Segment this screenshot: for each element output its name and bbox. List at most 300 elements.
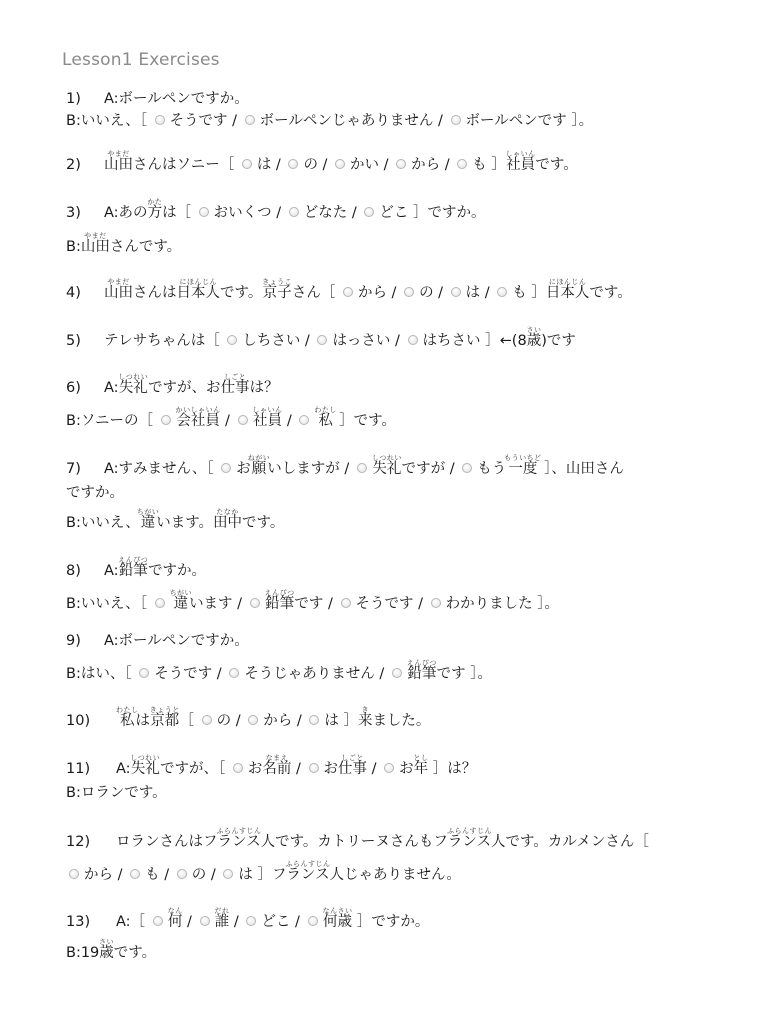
q7-answer-prefix: B:いいえ、 (66, 515, 140, 531)
radio-button[interactable] (396, 159, 406, 169)
q12-option-1: から (84, 867, 113, 883)
q7-answer-end: です。 (242, 515, 285, 531)
radio-button[interactable] (309, 763, 319, 773)
ruby-base: 山田 (104, 157, 133, 173)
ruby-base: 名前 (262, 761, 292, 777)
ruby-reading: えんぴつ (406, 659, 437, 667)
q9-answer-suffix: ］。 (470, 666, 493, 682)
q3-text-end: ］ですか。 (413, 205, 486, 221)
q13-ruby-sai (99, 938, 115, 961)
q7-text: ］、山田さん (544, 461, 624, 477)
ruby-base: 何歳 (322, 914, 353, 930)
question-number: 12) (66, 834, 91, 850)
q2-line (66, 150, 578, 176)
ruby-base: 山田 (104, 285, 133, 301)
q11-option-1-prefix: お (247, 761, 263, 777)
q6-text-end: は？ (249, 380, 279, 396)
separator: / (159, 867, 174, 883)
radio-button[interactable] (451, 115, 461, 125)
q12-ruby-furansujin-3 (271, 860, 345, 883)
separator: / (271, 157, 286, 173)
q7-option-1-prefix: お (236, 461, 251, 477)
radio-button[interactable] (245, 115, 255, 125)
question-number: 6) (66, 380, 81, 396)
q3-text: A:あの (104, 205, 148, 221)
radio-button[interactable] (139, 668, 149, 678)
radio-button[interactable] (250, 598, 260, 608)
q7-option-2-tail: ですが (401, 461, 446, 477)
separator: / (445, 461, 460, 477)
q6-ruby-shigoto (220, 373, 250, 396)
q6-option-2 (252, 406, 283, 429)
q11-option-3 (413, 754, 429, 777)
q7-option-3-prefix: もう (477, 461, 507, 477)
q1-option-2: ボールペンじゃありません (259, 113, 434, 129)
q2-bracket-close: ］ (491, 157, 506, 173)
radio-button[interactable] (221, 463, 231, 473)
q7-option-1-tail: いしますが (267, 461, 340, 477)
radio-button[interactable] (246, 916, 256, 926)
ruby-base: 方 (147, 205, 163, 221)
q4-text: です。 (220, 285, 263, 301)
q7-line-a-cont (66, 482, 124, 504)
q8-option-3: そうです (355, 596, 414, 612)
q4-option-1: から (357, 285, 387, 301)
ruby-reading: き (357, 706, 373, 714)
ruby-base: 来 (357, 713, 373, 729)
ruby-base: 歳 (99, 945, 115, 961)
radio-button[interactable] (364, 207, 374, 217)
q10-ruby-ki (357, 706, 373, 729)
q4-line (66, 278, 632, 304)
q4-option-3: は (465, 285, 481, 301)
ruby-reading: なんさい (322, 907, 353, 915)
ruby-reading: きょうこ (262, 278, 293, 286)
q10-ruby-watashi (116, 706, 139, 729)
q7-line-b (66, 508, 284, 534)
q11-line-a (66, 754, 476, 780)
q3-option-3: どこ (379, 205, 409, 221)
separator: / (433, 113, 448, 129)
ruby-base: フランス人 (433, 834, 506, 850)
ruby-reading: だれ (214, 907, 230, 915)
q5-option-3: はちさい (422, 333, 481, 349)
q10-option-3: は (324, 713, 339, 729)
ruby-reading: とし (413, 754, 429, 762)
question-number: 10) (66, 713, 91, 729)
ruby-reading: わたし (116, 706, 139, 714)
q3-text: は［ (162, 205, 192, 221)
ruby-base: 歳 (526, 333, 542, 349)
radio-button[interactable] (343, 287, 353, 297)
ruby-reading: ふらんすじん (271, 860, 344, 868)
ruby-reading: しごと (220, 373, 250, 381)
ruby-reading: なまえ (262, 754, 292, 762)
radio-button[interactable] (202, 715, 212, 725)
q1-option-3: ボールペンです (465, 113, 567, 129)
q3-answer-text: さんです。 (109, 239, 182, 255)
ruby-reading: さい (99, 938, 115, 946)
ruby-base: 仕事 (220, 380, 250, 396)
separator: / (386, 285, 402, 301)
question-number: 13) (66, 914, 91, 930)
ruby-base: 京都 (149, 713, 180, 729)
q9-option-3 (406, 659, 437, 682)
radio-button[interactable] (288, 159, 298, 169)
radio-button[interactable] (248, 715, 258, 725)
radio-button[interactable] (404, 287, 414, 297)
q12-text: です。カトリーヌさんも (275, 834, 434, 850)
ruby-base: 違 (169, 596, 193, 612)
separator: / (347, 205, 362, 221)
separator: / (374, 666, 389, 682)
ruby-reading: にほんじん (545, 278, 590, 286)
q7-ruby-chigai (136, 508, 160, 531)
q12-ruby-furansujin-1 (203, 827, 276, 850)
ruby-base: 京子 (262, 285, 293, 301)
q12-text: ］ (257, 867, 272, 883)
radio-button[interactable] (308, 916, 318, 926)
q13-option-1 (167, 907, 183, 930)
radio-button[interactable] (309, 715, 319, 725)
ruby-reading: ふらんすじん (203, 827, 276, 835)
separator: / (271, 205, 286, 221)
separator: / (227, 113, 242, 129)
radio-button[interactable] (177, 869, 187, 879)
radio-button[interactable] (408, 335, 418, 345)
q5-ruby-sai (526, 326, 542, 349)
q13-option-2 (214, 907, 230, 930)
ruby-base: 山田 (80, 239, 110, 255)
q1-line-b (66, 110, 593, 132)
ruby-base: 願 (247, 461, 271, 477)
radio-button[interactable] (223, 869, 233, 879)
q3-ruby-kata (147, 198, 163, 221)
radio-button[interactable] (462, 463, 472, 473)
ruby-reading: たなか (213, 508, 243, 516)
q13-line-a (66, 907, 429, 933)
q3-line-a (66, 198, 486, 224)
q6-option-3 (314, 406, 337, 429)
q7-option-3 (504, 454, 542, 477)
q6-answer-prefix: B:ソニーの［ (66, 413, 154, 429)
q13-text-end: ］ですか。 (356, 914, 430, 930)
q11-option-2 (338, 754, 368, 777)
radio-button[interactable] (457, 159, 467, 169)
q9-prompt: A:ボールペンですか。 (104, 633, 249, 649)
q5-option-1: しちさい (242, 333, 301, 349)
ruby-base: 社員 (505, 157, 536, 173)
q9-option-3-tail: です (436, 666, 466, 682)
q2-option-2: の (303, 157, 318, 173)
ruby-reading: ふらんすじん (433, 827, 506, 835)
separator: / (440, 157, 455, 173)
q6-ruby-shitsurei (118, 373, 149, 396)
radio-button[interactable] (392, 668, 402, 678)
q11-text: A: (116, 761, 131, 777)
separator: / (206, 867, 221, 883)
ruby-base: 日本人 (545, 285, 590, 301)
q13-line-b (66, 938, 156, 964)
q12-option-3: の (191, 867, 207, 883)
ruby-base: 誰 (214, 914, 230, 930)
separator: / (220, 413, 235, 429)
q9-line-b (66, 659, 492, 685)
question-number: 9) (66, 633, 81, 649)
q10-option-1: の (216, 713, 232, 729)
ruby-reading: やまだ (104, 278, 133, 286)
ruby-base: フランス人 (203, 834, 276, 850)
radio-button[interactable] (200, 916, 210, 926)
q7-text-end: ですか。 (66, 485, 124, 501)
q4-ruby-kyouko (262, 278, 293, 301)
radio-button[interactable] (155, 115, 165, 125)
q11-ruby-shitsurei (130, 754, 161, 777)
q7-option-2 (371, 454, 402, 477)
radio-button[interactable] (233, 763, 243, 773)
radio-button[interactable] (431, 598, 441, 608)
q6-line-a (66, 373, 279, 399)
ruby-reading: えんぴつ (264, 589, 295, 597)
ruby-reading: もういちど (504, 454, 542, 462)
question-number: 4) (66, 285, 81, 301)
q3-option-2: どなた (303, 205, 348, 221)
question-number: 8) (66, 563, 81, 579)
ruby-base: フランス人 (271, 867, 345, 883)
radio-button[interactable] (341, 598, 351, 608)
q8-option-4: わかりました (445, 596, 533, 612)
separator: / (300, 333, 315, 349)
radio-button[interactable] (384, 763, 394, 773)
separator: / (232, 596, 247, 612)
q8-line-a (66, 556, 206, 582)
radio-button[interactable] (317, 335, 327, 345)
q4-ruby-nihonjin-2 (545, 278, 590, 301)
q12-line-a (66, 827, 649, 853)
radio-button[interactable] (289, 207, 299, 217)
q7-option-1 (247, 454, 271, 477)
q12-line-b (66, 860, 461, 886)
radio-button[interactable] (161, 415, 171, 425)
q1-option-1: そうです (169, 113, 228, 129)
question-number: 2) (66, 157, 81, 173)
separator: / (339, 461, 354, 477)
separator: / (367, 761, 382, 777)
ruby-reading: ちがい (136, 508, 160, 516)
q2-option-5: も (472, 157, 487, 173)
separator: / (182, 914, 197, 930)
q7-text: A:すみません、［ (104, 461, 214, 477)
q12-ruby-furansujin-2 (433, 827, 506, 850)
q3-line-b (66, 232, 181, 258)
q4-text: ］ (531, 285, 546, 301)
ruby-base: 会社員 (175, 413, 221, 429)
separator: / (317, 157, 333, 173)
ruby-reading: えんぴつ (118, 556, 149, 564)
q6-option-1 (175, 406, 221, 429)
q7-line-a (66, 454, 624, 480)
q3-option-1: おいくつ (213, 205, 272, 221)
q7-answer-text: います。 (156, 515, 214, 531)
q6-text: A: (104, 380, 119, 396)
separator: / (113, 867, 128, 883)
radio-button[interactable] (229, 668, 239, 678)
q5-text-end: )です (541, 333, 576, 349)
radio-button[interactable] (238, 415, 248, 425)
q8-option-2 (264, 589, 295, 612)
q10-option-2: から (263, 713, 293, 729)
separator: / (390, 333, 405, 349)
ruby-base: 私 (314, 413, 337, 429)
q4-option-4: も (512, 285, 527, 301)
ruby-reading: にほんじん (176, 278, 220, 286)
separator: / (323, 596, 338, 612)
separator: / (291, 761, 306, 777)
ruby-reading: きょうと (149, 706, 180, 714)
q10-ruby-kyouto (149, 706, 180, 729)
radio-button[interactable] (69, 869, 79, 879)
q2-option-4: から (411, 157, 441, 173)
radio-button[interactable] (242, 159, 252, 169)
q6-text: ですが、お (148, 380, 221, 396)
ruby-base: 鉛筆 (406, 666, 437, 682)
q8-ruby-enpitsu (118, 556, 149, 579)
separator: / (433, 285, 448, 301)
ruby-reading: しつれい (130, 754, 161, 762)
q5-option-2: はっさい (332, 333, 391, 349)
q1-line-a (66, 88, 249, 110)
ruby-base: 鉛筆 (264, 596, 295, 612)
radio-button[interactable] (155, 598, 165, 608)
ruby-reading: わたし (314, 406, 337, 414)
q9-line-a (66, 630, 249, 652)
q10-text: ］ (343, 713, 358, 729)
ruby-reading: かいしゃいん (175, 406, 221, 414)
q9-option-1: そうです (154, 666, 213, 682)
radio-button[interactable] (335, 159, 345, 169)
page-title: Lesson1 Exercises (62, 50, 220, 70)
q8-text-end: ですか。 (148, 563, 207, 579)
q6-answer-suffix: ］です。 (339, 413, 397, 429)
separator: / (292, 713, 307, 729)
q13-answer-prefix: B:19 (66, 945, 100, 961)
q10-text-end: ました。 (372, 713, 431, 729)
q2-ruby-shain (505, 150, 536, 173)
q13-text: A:［ (116, 914, 146, 930)
separator: / (212, 666, 227, 682)
ruby-reading: かた (147, 198, 163, 206)
q1-prompt: A:ボールペンですか。 (104, 91, 249, 107)
separator: / (290, 914, 305, 930)
q8-answer-prefix: B:いいえ、［ (66, 596, 147, 612)
q8-answer-suffix: ］。 (537, 596, 559, 612)
q5-text: テレサちゃんは［ (104, 333, 220, 349)
radio-button[interactable] (451, 287, 461, 297)
q3-answer-prefix: B: (66, 239, 81, 255)
q8-option-1 (169, 589, 193, 612)
radio-button[interactable] (497, 287, 507, 297)
q9-option-2: そうじゃありません (244, 666, 375, 682)
q2-text: さんはソニー［ (133, 157, 235, 173)
q3-ruby-yamada (80, 232, 110, 255)
separator: / (379, 157, 394, 173)
ruby-base: 失礼 (130, 761, 161, 777)
ruby-reading: しごと (338, 754, 368, 762)
q2-option-3: かい (350, 157, 380, 173)
q13-option-3: どこ (261, 914, 291, 930)
question-number: 7) (66, 461, 81, 477)
q12-text-end: じゃありません。 (344, 867, 461, 883)
ruby-reading: ちがい (169, 589, 193, 597)
q12-option-2: も (145, 867, 160, 883)
radio-button[interactable] (227, 335, 237, 345)
q11-text-end: ］は？ (432, 761, 477, 777)
separator: / (282, 413, 297, 429)
ruby-base: 失礼 (118, 380, 149, 396)
radio-button[interactable] (130, 869, 140, 879)
q1-answer-prefix: B:いいえ、［ (66, 113, 147, 129)
ruby-base: 田中 (213, 515, 243, 531)
ruby-reading: さい (526, 326, 542, 334)
radio-button[interactable] (299, 415, 309, 425)
separator: / (413, 596, 428, 612)
q5-text: ］←(8 (485, 333, 527, 349)
ruby-base: 失礼 (371, 461, 402, 477)
q11-option-3-prefix: お (399, 761, 414, 777)
ruby-base: 日本人 (176, 285, 220, 301)
q10-line (66, 706, 430, 732)
radio-button[interactable] (153, 916, 163, 926)
q11-answer: B:ロランです。 (66, 785, 167, 801)
ruby-reading: やまだ (104, 150, 133, 158)
question-number: 1) (66, 91, 81, 107)
q4-text: さん［ (291, 285, 336, 301)
q8-option-2-tail: です (294, 596, 324, 612)
ruby-reading: なん (167, 907, 183, 915)
q9-answer-prefix: B:はい、［ (66, 666, 132, 682)
q13-option-4 (322, 907, 353, 930)
ruby-base: 一度 (504, 461, 542, 477)
separator: / (229, 914, 244, 930)
q4-text: さんは (133, 285, 177, 301)
q4-option-2: の (419, 285, 434, 301)
question-number: 5) (66, 333, 81, 349)
q11-option-2-prefix: お (323, 761, 339, 777)
ruby-reading: しゃいん (505, 150, 536, 158)
q4-text-end: です。 (589, 285, 632, 301)
q12-text: ロランさんは (116, 834, 203, 850)
radio-button[interactable] (199, 207, 209, 217)
q2-ruby-yamada (104, 150, 133, 173)
ruby-reading: やまだ (80, 232, 110, 240)
q6-line-b (66, 406, 396, 432)
q8-text: A: (104, 563, 119, 579)
ruby-reading: しつれい (371, 454, 402, 462)
ruby-reading: しゃいん (252, 406, 283, 414)
radio-button[interactable] (357, 463, 367, 473)
q11-text: ですが、［ (160, 761, 226, 777)
ruby-base: 社員 (252, 413, 283, 429)
question-number: 3) (66, 205, 81, 221)
q11-option-1 (262, 754, 292, 777)
ruby-base: 仕事 (338, 761, 368, 777)
ruby-base: 違 (136, 515, 160, 531)
ruby-base: 何 (167, 914, 183, 930)
q10-text: は (135, 713, 150, 729)
q7-ruby-tanaka (213, 508, 243, 531)
q11-line-b (66, 782, 167, 804)
q12-text: です。カルメンさん［ (505, 834, 649, 850)
